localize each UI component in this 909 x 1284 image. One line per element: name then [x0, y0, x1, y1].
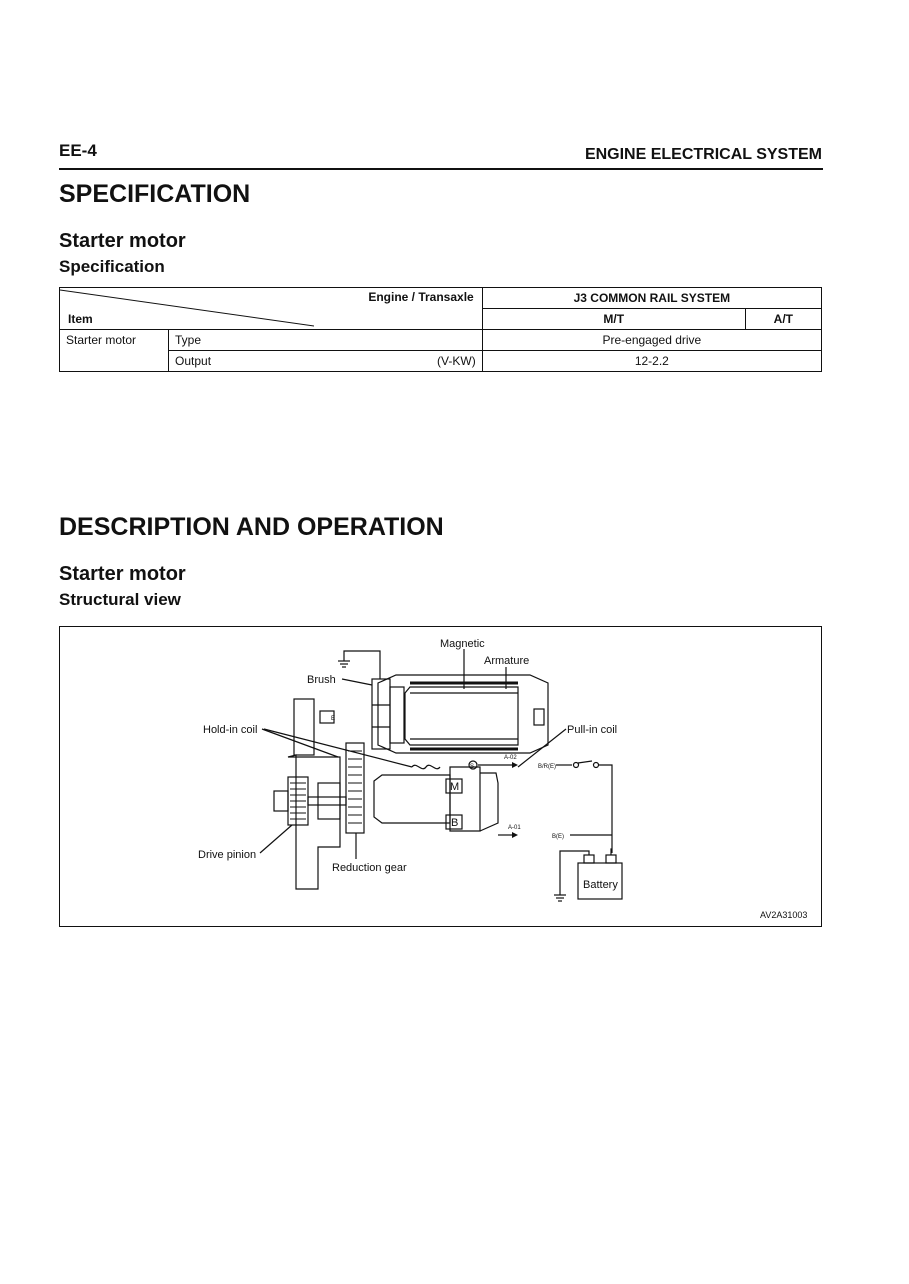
starter-motor-diagram [60, 627, 821, 926]
system-header: J3 COMMON RAIL SYSTEM [482, 288, 821, 309]
label-drive-pinion: Drive pinion [198, 849, 257, 861]
structural-view-heading: Structural view [59, 590, 181, 609]
col-mt: M/T [482, 309, 745, 330]
specification-title: SPECIFICATION [59, 180, 251, 208]
row-output-label [169, 351, 483, 372]
label-reduction-gear: Reduction gear [332, 862, 407, 874]
label-terminal-m: M [450, 781, 460, 793]
spec-specification-heading: Specification [59, 257, 165, 276]
row-type-name: Type [175, 333, 202, 347]
label-hold-in-coil: Hold-in coil [203, 724, 258, 736]
label-wire-be: B(E) [552, 834, 564, 840]
label-brush: Brush [307, 674, 336, 686]
label-figure-code: AV2A31003 [760, 910, 808, 920]
corner-top-label: Engine / Transaxle [368, 290, 474, 304]
arrow-a02 [512, 762, 518, 768]
row-type-value: Pre-engaged drive [482, 330, 821, 351]
label-battery: Battery [583, 879, 618, 891]
label-terminal-s: S [470, 764, 475, 770]
label-wire-brie: B/R(E) [538, 764, 556, 770]
brush-holder [372, 679, 390, 749]
label-connector-a02: A-02 [504, 755, 517, 761]
row-type-label [169, 330, 483, 351]
header-rule [59, 168, 823, 170]
reduction-gear [346, 743, 364, 833]
desc-starter-motor-heading: Starter motor [59, 563, 186, 585]
row-group-label: Starter motor [60, 330, 169, 372]
specification-table [59, 287, 822, 372]
label-connector-a01: A-01 [508, 825, 521, 831]
label-pull-in-coil: Pull-in coil [567, 724, 618, 736]
corner-diagonal [60, 288, 314, 328]
description-title: DESCRIPTION AND OPERATION [59, 513, 444, 541]
row-output-value: 12-2.2 [482, 351, 821, 372]
section-title: ENGINE ELECTRICAL SYSTEM [584, 146, 822, 163]
label-terminal-e: E [331, 716, 336, 722]
arrow-a01 [512, 832, 518, 838]
label-armature: Armature [484, 655, 530, 667]
row-output-name: Output [175, 354, 212, 368]
label-terminal-b: B [451, 817, 459, 829]
armature-core [405, 687, 518, 745]
col-at: A/T [745, 309, 821, 330]
spec-starter-motor-heading: Starter motor [59, 230, 186, 252]
solenoid-body [374, 775, 450, 823]
hold-in-winding [412, 765, 440, 768]
corner-bottom-label: Item [68, 312, 93, 326]
row-output-unit: (V-KW) [437, 354, 476, 368]
structural-view-figure [59, 626, 822, 927]
table-corner-cell [60, 288, 483, 330]
label-magnetic: Magnetic [440, 638, 485, 650]
page-code: EE-4 [59, 141, 97, 160]
